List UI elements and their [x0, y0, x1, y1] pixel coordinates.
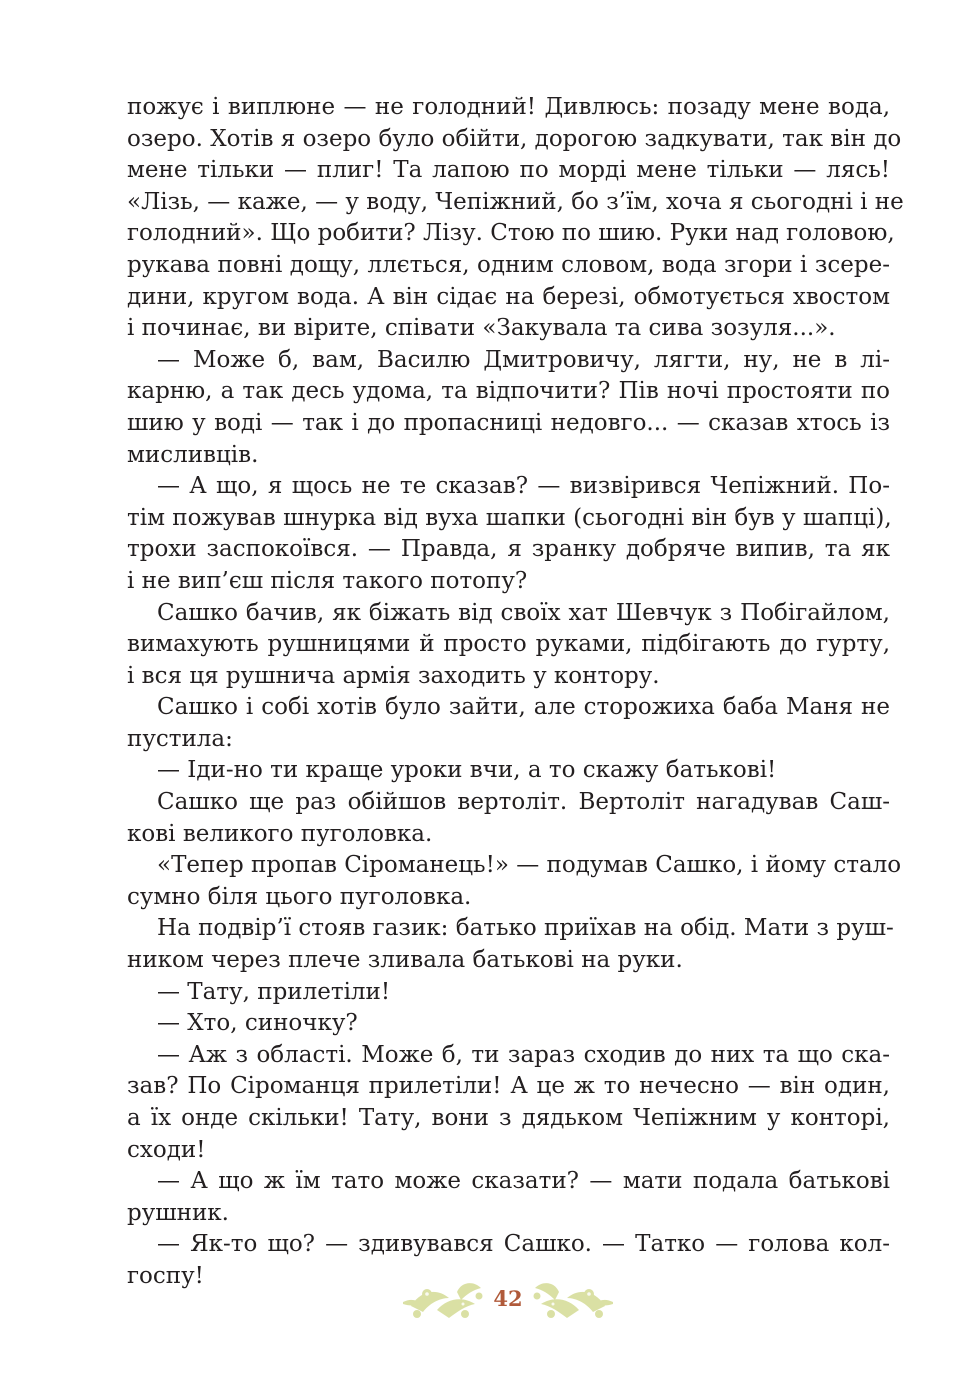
text-line: трохи заспокоївся. — Правда, я зранку добряче випив, та як — [127, 536, 890, 563]
text-line: сходи! — [127, 1136, 206, 1163]
text-line: і не вип’єш після такого потопу? — [127, 567, 528, 594]
text-line: кові великого пуголовка. — [127, 820, 433, 847]
paragraph — [127, 345, 890, 471]
paragraph — [127, 755, 890, 787]
text-line: — Як-то що? — здивувався Сашко. — Татко — голова кол- — [157, 1231, 890, 1258]
text-line: мисливців. — [127, 441, 259, 468]
page-number: 42 — [493, 1286, 523, 1311]
text-line: — Аж з області. Може б, ти зараз сходив до них та що ска- — [157, 1041, 890, 1068]
paragraph — [127, 913, 894, 976]
paragraph — [127, 977, 890, 1009]
text-line: — А що, я щось не те сказав? — визвірився Чепіжний. По- — [157, 473, 890, 500]
paragraph — [127, 92, 904, 345]
text-line: — Тату, прилетіли! — [157, 978, 391, 1005]
text-line: і починає, ви вірите, співати «Закувала та сива зозуля...». — [127, 315, 836, 342]
text-line: а їх онде скільки! Тату, вони з дядьком Чепіжним у конторі, — [127, 1105, 890, 1131]
text-line: зав? По Сіроманця прилетіли! А це ж то нечесно — він один, — [127, 1073, 890, 1100]
text-line: — Іди-но ти краще уроки вчи, а то скажу батькові! — [157, 757, 777, 784]
text-line: пустила: — [127, 725, 233, 752]
page-footer — [0, 1276, 963, 1326]
text-line: тім пожував шнурка від вуха шапки (сьогодні він був у шапці), — [127, 504, 892, 531]
paragraph — [127, 850, 902, 913]
text-line: «Лізь, — каже, — у воду, Чепіжний, бо з’їм, хоча я сьогодні і не — [127, 188, 904, 215]
text-line: — Хто, синочку? — [157, 1010, 358, 1037]
text-line: — Може б, вам, Василю Дмитровичу, лягти, ну, не в лі- — [157, 346, 890, 373]
text-line: голодний». Що робити? Лізу. Стою по шию. Руки над головою, — [127, 220, 895, 247]
text-line: сумно біля цього пуголовка. — [127, 883, 472, 910]
text-line: дини, кругом вода. А він сідає на березі, обмотується хвостом — [127, 283, 890, 310]
text-line: вимахують рушницями й просто руками, підбігають до гурту, — [127, 631, 890, 658]
text-line: На подвір’ї стояв газик: батько приїхав на обід. Мати з руш- — [157, 915, 894, 942]
text-line: озеро. Хотів я озеро було обійти, дорогою задкувати, так він до — [127, 125, 902, 152]
text-line: шию у воді — так і до пропасниці недовго... — сказав хтось із — [127, 409, 890, 436]
paragraph — [127, 692, 890, 755]
paragraph — [127, 598, 890, 693]
paragraph — [127, 1040, 890, 1166]
paragraph — [127, 787, 890, 850]
text-line: рукава повні дощу, ллється, одним словом, вода згори і зсере- — [127, 251, 890, 278]
text-line: Сашко і собі хотів було зайти, але сторожиха баба Маня не — [157, 694, 890, 721]
text-line: ником через плече зливала батькові на руки. — [127, 947, 683, 974]
text-line: Сашко бачив, як біжать від своїх хат Шевчук з Побігайлом, — [157, 599, 890, 626]
text-line: «Тепер пропав Сіроманець!» — подумав Сашко, і йому стало — [157, 852, 902, 879]
paragraph — [127, 471, 890, 597]
text-line: карню, а так десь удома, та відпочити? Пів ночі простояти по — [127, 378, 890, 405]
text-line: мене тільки — плиг! Та лапою по морді мене тільки — лясь! — [127, 157, 890, 184]
text-line: Сашко ще раз обійшов вертоліт. Вертоліт нагадував Саш- — [157, 789, 890, 816]
paragraph — [127, 1008, 890, 1040]
text-line: пожує і виплюне — не голодний! Дивлюсь: позаду мене вода, — [127, 94, 890, 120]
page-body-text — [127, 92, 904, 1293]
text-line: і вся ця рушнича армія заходить у контору. — [127, 662, 660, 689]
text-line: рушник. — [127, 1199, 229, 1226]
text-line: — А що ж їм тато може сказати? — мати подала батькові — [157, 1168, 890, 1195]
text-line: госпу! — [127, 1262, 204, 1289]
paragraph — [127, 1166, 890, 1229]
